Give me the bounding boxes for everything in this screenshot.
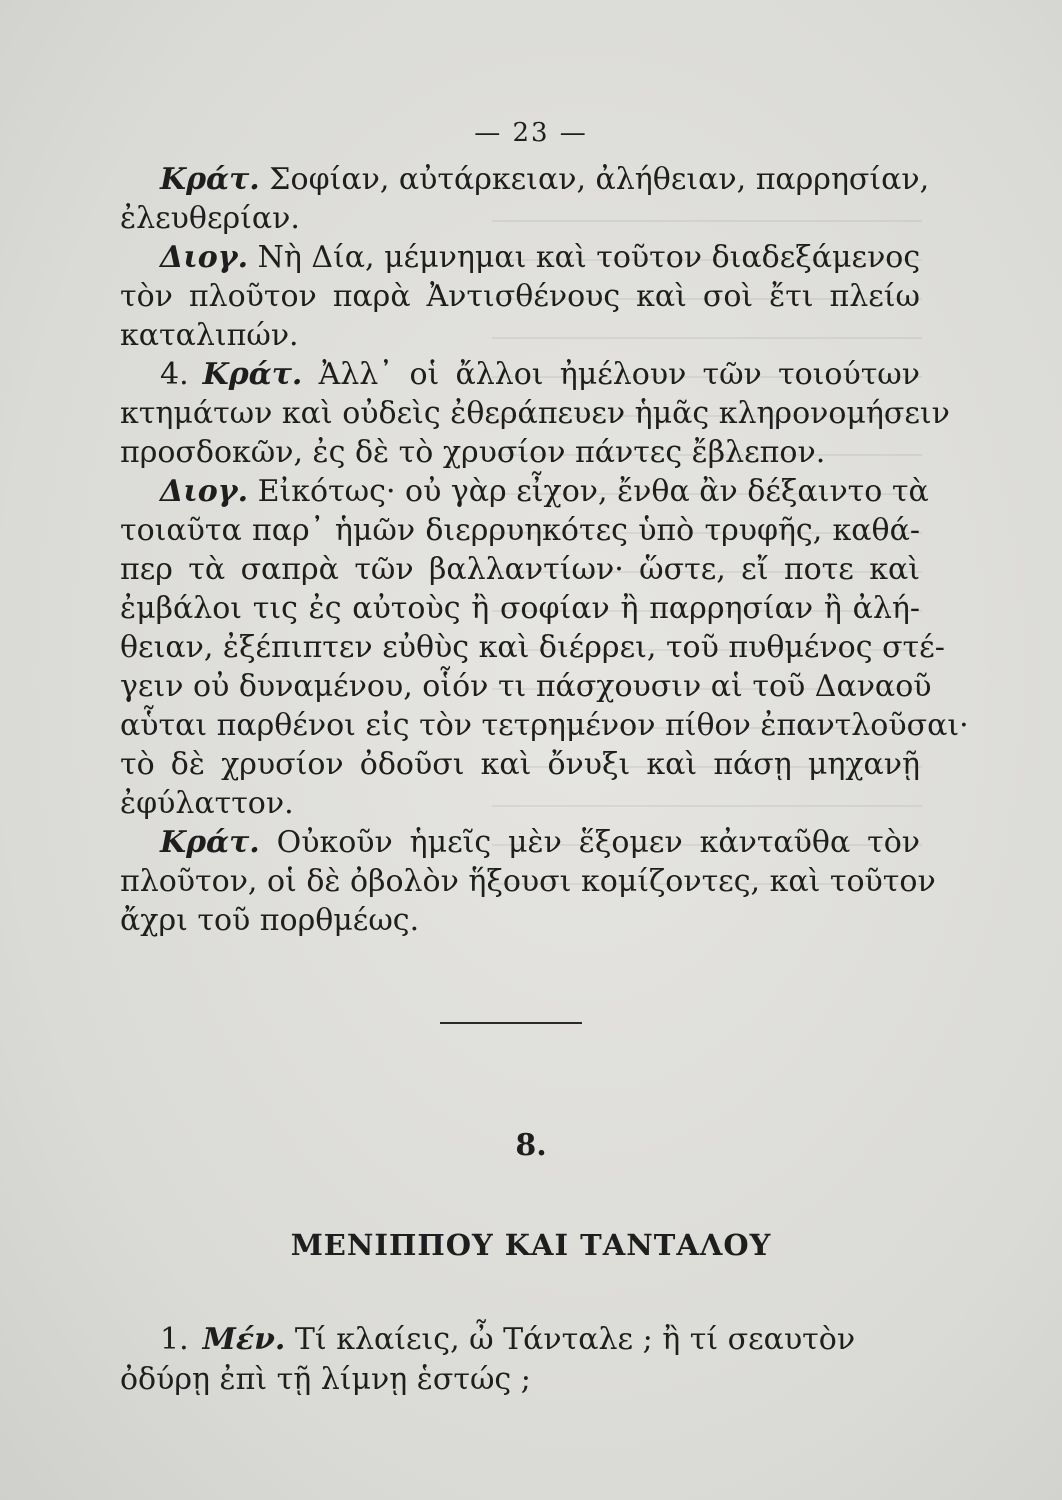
line-text: Νὴ Δία, μέμνημαι καὶ τοῦτον διαδεξάμενος xyxy=(257,240,921,275)
paragraph-6 xyxy=(120,1320,910,1400)
line xyxy=(120,823,920,862)
line-text: αὗται παρθένοι εἰς τὸν τετρημένον πίθον ἐπαντλοῦσαι· xyxy=(120,708,969,743)
line-text: τοιαῦτα παρ᾿ ἡμῶν διερρυηκότες ὑπὸ τρυφῆς, καθά- xyxy=(120,513,920,548)
line-text: γειν οὐ δυναμένου, οἷόν τι πάσχουσιν αἱ τοῦ Δαναοῦ xyxy=(120,669,932,704)
line xyxy=(120,160,930,199)
paragraph-2 xyxy=(120,238,920,355)
line-text: κτημάτων καὶ οὐδεὶς ἐθεράπευεν ἡμᾶς κληρονομήσειν xyxy=(120,396,950,431)
line-text: Ἀλλ᾿ οἱ ἄλλοι ἠμέλουν τῶν τοιούτων xyxy=(318,357,920,392)
paragraph-5 xyxy=(120,823,936,940)
line-text: Σοφίαν, αὐτάρκειαν, ἀλήθειαν, παρρησίαν, xyxy=(269,162,930,197)
section-divider xyxy=(440,1022,582,1024)
line xyxy=(120,472,929,511)
line-text: Τί κλαίεις, ὦ Τάνταλε ; ἢ τί σεαυτὸν ὀδύρῃ xyxy=(120,1322,856,1397)
speaker-label: Μέν. xyxy=(202,1322,286,1357)
line xyxy=(120,355,920,394)
dialogue-text-block-2 xyxy=(120,1290,910,1430)
line-text: προσδοκῶν, ἐς δὲ τὸ χρυσίον πάντες ἔβλεπον. xyxy=(120,435,826,470)
line-text: Οὐκοῦν ἡμεῖς μὲν ἕξομεν κἀνταῦθα τὸν xyxy=(276,825,920,860)
paragraph-3 xyxy=(120,355,950,472)
paragraph-4 xyxy=(120,472,969,823)
speaker-label: Κράτ. xyxy=(160,162,260,197)
line-text: πλοῦτον, οἱ δὲ ὀβολὸν ἥξουσι κομίζοντες, καὶ τοῦτον xyxy=(120,864,936,899)
line-text: ἄχρι τοῦ πορθμέως. xyxy=(120,903,420,938)
section-marker: 4. xyxy=(160,357,189,392)
page-number: — 23 — xyxy=(474,118,588,148)
line-text: ἐπὶ τῇ λίμνῃ ἑστώς ; xyxy=(219,1362,531,1397)
line-text: ἐμβάλοι τις ἐς αὐτοὺς ἢ σοφίαν ἢ παρρησίαν ἢ ἀλή- xyxy=(120,591,920,626)
section-marker: 1. xyxy=(160,1322,189,1357)
line xyxy=(120,238,920,277)
line-text: τὸν πλοῦτον παρὰ Ἀντισθένους καὶ σοὶ ἔτι πλείω xyxy=(120,279,920,314)
line-text: Εἰκότως· οὐ γὰρ εἶχον, ἔνθα ἂν δέξαιντο τὰ xyxy=(257,474,929,509)
line-text: καταλιπών. xyxy=(120,318,299,353)
paragraph-1 xyxy=(120,160,930,238)
line-text: τὸ δὲ χρυσίον ὀδοῦσι καὶ ὄνυξι καὶ πάσῃ μηχανῇ xyxy=(120,747,920,782)
section-title: ΜΕΝΙΠΠΟΥ ΚΑΙ ΤΑΝΤΑΛΟΥ xyxy=(290,1228,772,1262)
line-text: περ τὰ σαπρὰ τῶν βαλλαντίων· ὥστε, εἴ ποτε καὶ xyxy=(120,552,920,587)
section-number: 8. xyxy=(515,1128,547,1163)
speaker-label: Κράτ. xyxy=(202,357,303,392)
speaker-label: Διογ. xyxy=(160,240,249,275)
speaker-label: Διογ. xyxy=(160,474,249,509)
dialogue-text-block xyxy=(120,160,969,940)
line-text: ἐλευθερίαν. xyxy=(120,201,300,236)
line-text: θειαν, ἐξέπιπτεν εὐθὺς καὶ διέρρει, τοῦ πυθμένος στέ- xyxy=(120,630,945,665)
speaker-label: Κράτ. xyxy=(160,825,260,860)
line-text: ἐφύλαττον. xyxy=(120,786,294,821)
